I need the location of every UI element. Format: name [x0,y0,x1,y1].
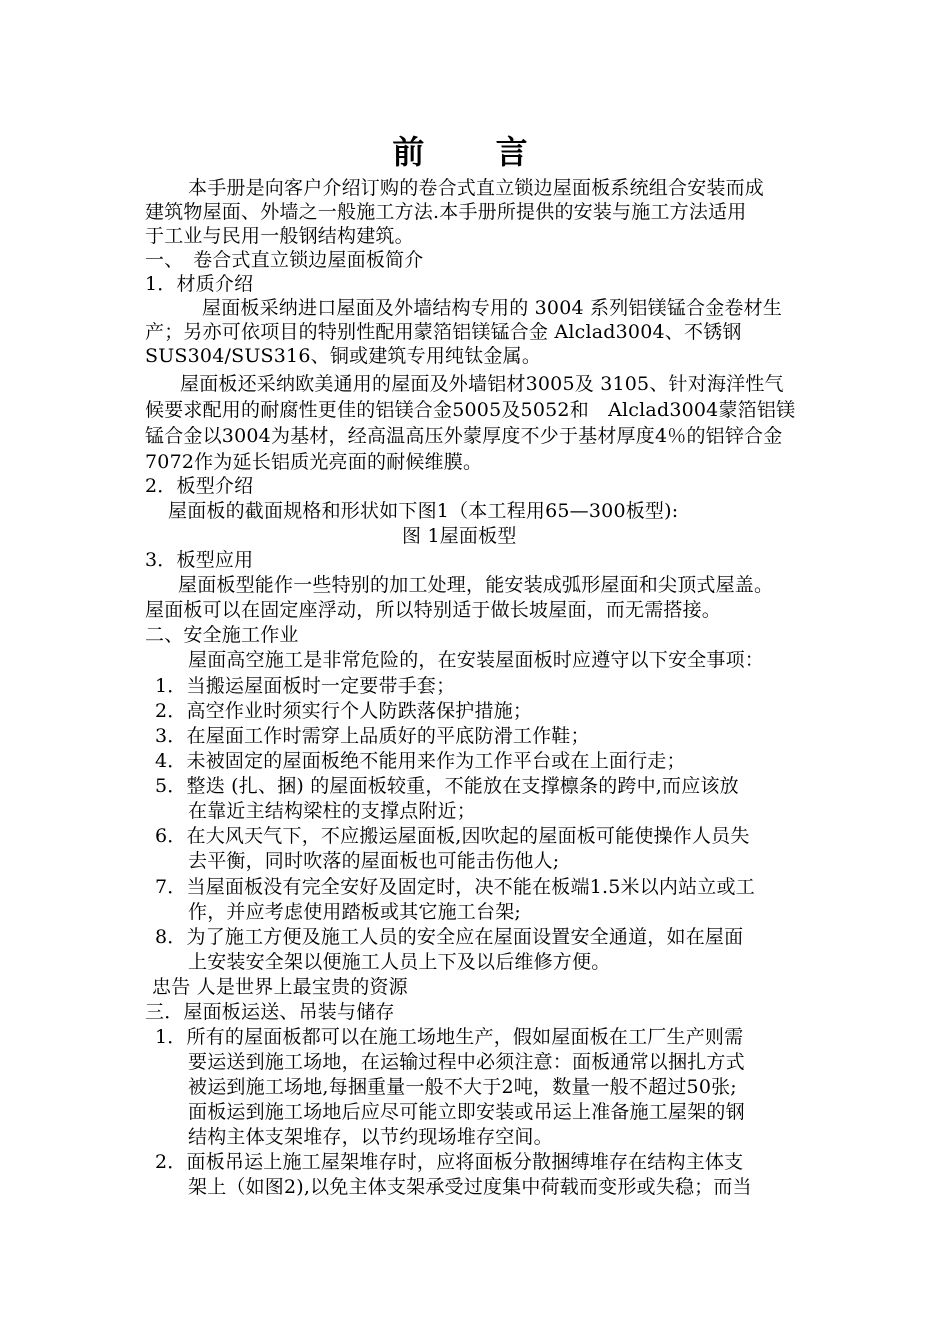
subsection-heading: 3．板型应用 [145,549,254,571]
subsection-heading: 1．材质介绍 [145,273,254,295]
list-item-continuation: 被运到施工场地,每捆重量一般不大于2吨，数量一般不超过50张; [188,1076,737,1098]
list-item: 2．面板吊运上施工屋架堆存时，应将面板分散捆缚堆存在结构主体支 [155,1151,744,1173]
text-line: 屋面高空施工是非常危险的，在安装屋面板时应遵守以下安全事项： [188,649,765,671]
list-item: 1．所有的屋面板都可以在施工场地生产，假如屋面板在工厂生产则需 [155,1026,744,1048]
list-item-continuation: 作，并应考虑使用踏板或其它施工台架; [188,901,522,923]
text-line: 锰合金以3004为基材，经高温高压外蒙厚度不少于基材厚度4％的铝锌合金 [145,425,783,447]
text-line: 屋面板还采纳欧美通用的屋面及外墙铝材3005及 3105、针对海洋性气 [180,373,784,395]
text-line: 建筑物屋面、外墙之一般施工方法.本手册所提供的安装与施工方法适用 [145,201,747,223]
text-line: 本手册是向客户介绍订购的卷合式直立锁边屋面板系统组合安装而成 [188,177,765,199]
text-line: 7072作为延长铝质光亮面的耐候维膜。 [145,451,483,473]
list-item-continuation: 结构主体支架堆存，以节约现场堆存空间。 [188,1126,553,1148]
list-item-continuation: 架上（如图2),以免主体支架承受过度集中荷载而变形或失稳；而当 [188,1176,752,1198]
list-item: 4．未被固定的屋面板绝不能用来作为工作平台或在上面行走； [155,750,686,772]
text-line: 屋面板的截面规格和形状如下图1（本工程用65—300板型): [168,500,679,522]
text-line: 产；另亦可依项目的特别性配用蒙箔铝镁锰合金 Alclad3004、不锈钢 [145,321,742,343]
warning-note: 忠告 人是世界上最宝贵的资源 [152,976,408,998]
list-item-continuation: 要运送到施工场地，在运输过程中必须注意：面板通常以捆扎方式 [188,1051,745,1073]
text-line: 屋面板采纳进口屋面及外墙结构专用的 3004 系列铝镁锰合金卷材生 [202,297,783,319]
text-line: 屋面板可以在固定座浮动，所以特别适于做长坡屋面，而无需搭接。 [145,599,722,621]
figure-caption: 图 1屋面板型 [402,525,517,547]
list-item-continuation: 面板运到施工场地后应尽可能立即安装或吊运上准备施工屋架的钢 [188,1101,745,1123]
subsection-heading: 2．板型介绍 [145,475,254,497]
list-item: 3．在屋面工作时需穿上品质好的平底防滑工作鞋； [155,725,590,747]
page-title: 前 言 [392,133,558,171]
section-heading: 二、安全施工作业 [145,624,299,646]
list-item: 7．当屋面板没有完全安好及固定时，决不能在板端1.5米以内站立或工 [155,876,755,898]
list-item: 5．整迭 (扎、捆) 的屋面板较重，不能放在支撑檩条的跨中,而应该放 [155,775,739,797]
text-line: 候要求配用的耐腐性更佳的铝镁合金5005及5052和 Alclad3004蒙箔铝镁 [145,399,796,421]
list-item-continuation: 去平衡，同时吹落的屋面板也可能击伤他人; [188,850,560,872]
list-item-continuation: 在靠近主结构梁柱的支撑点附近； [188,800,477,822]
text-line: SUS304/SUS316、铜或建筑专用纯钛金属。 [145,345,542,367]
section-heading: 一、 卷合式直立锁边屋面板简介 [145,249,424,271]
section-heading: 三．屋面板运送、吊装与储存 [145,1001,395,1023]
text-line: 屋面板型能作一些特别的加工处理，能安装成弧形屋面和尖顶式屋盖。 [178,574,774,596]
list-item: 1．当搬运屋面板时一定要带手套； [155,675,456,697]
list-item: 6．在大风天气下，不应搬运屋面板,因吹起的屋面板可能使操作人员失 [155,825,750,847]
list-item: 2．高空作业时须实行个人防跌落保护措施； [155,700,533,722]
text-line: 于工业与民用一般钢结构建筑。 [145,225,414,247]
list-item-continuation: 上安装安全架以便施工人员上下及以后维修方便。 [188,951,611,973]
list-item: 8．为了施工方便及施工人员的安全应在屋面设置安全通道，如在屋面 [155,926,744,948]
